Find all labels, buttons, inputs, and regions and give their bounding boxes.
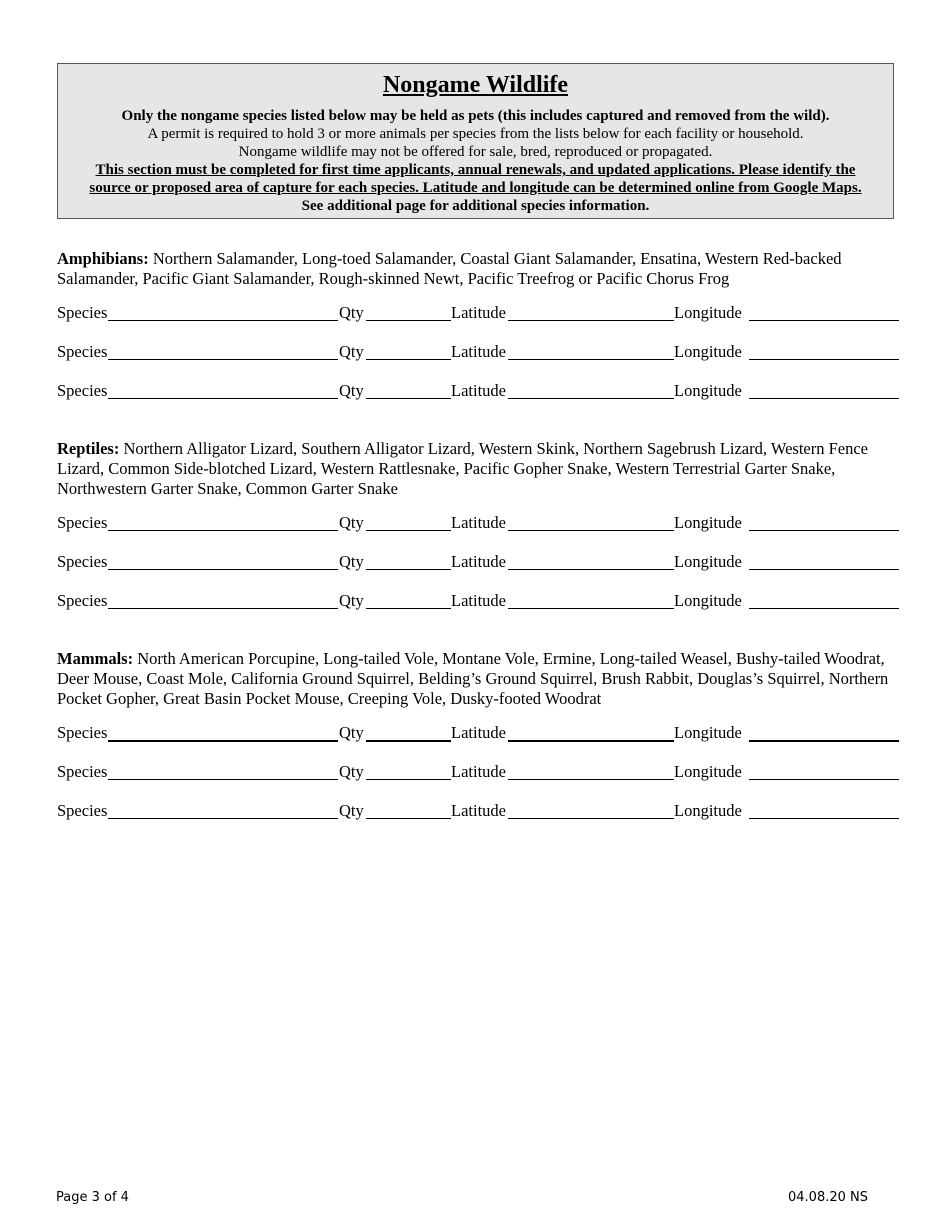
pet-rule-text: Only the nongame species listed below may be held as pets (this includes captured and removed from the wild). [121, 108, 830, 124]
qty-field[interactable] [366, 608, 451, 609]
longitude-field[interactable] [749, 740, 899, 742]
species-field[interactable] [108, 740, 338, 742]
longitude-field[interactable] [749, 530, 899, 531]
longitude-field[interactable] [749, 608, 899, 609]
longitude-label: Longitude [674, 513, 742, 532]
species-field[interactable] [108, 608, 338, 609]
qty-field[interactable] [366, 569, 451, 570]
qty-field[interactable] [366, 740, 451, 742]
latitude-label: Latitude [451, 801, 506, 820]
longitude-field[interactable] [749, 320, 899, 321]
species-list: Northern Alligator Lizard, Southern Alligator Lizard, Western Skink, Northern Sagebrush Lizard, Western Fence Lizard, Common Side-blotched Lizard, Western Rattlesnake, Pacific Gopher Snake, Western Terrestrial Garter Snake, Northwestern Garter Snake, Common Garter Snake [57, 439, 868, 498]
longitude-field[interactable] [749, 359, 899, 360]
latitude-label: Latitude [451, 591, 506, 610]
category-label: Amphibians: [57, 249, 149, 268]
latitude-field[interactable] [508, 740, 674, 742]
amphibians-section [57, 249, 900, 400]
longitude-field[interactable] [749, 398, 899, 399]
longitude-label: Longitude [674, 303, 742, 322]
qty-field[interactable] [366, 320, 451, 321]
additional-info-note: See additional page for additional species information. [301, 198, 650, 214]
species-field[interactable] [108, 320, 338, 321]
species-field[interactable] [108, 818, 338, 819]
latitude-field[interactable] [508, 569, 674, 570]
reptiles-section [57, 439, 900, 610]
species-label: Species [57, 723, 108, 742]
qty-label: Qty [339, 303, 364, 322]
latitude-label: Latitude [451, 513, 506, 532]
mammals-section [57, 649, 900, 820]
species-field[interactable] [108, 530, 338, 531]
qty-label: Qty [339, 381, 364, 400]
sale-rule-text: Nongame wildlife may not be offered for sale, bred, reproduced or propagated. [238, 144, 713, 160]
category-label: Reptiles: [57, 439, 120, 458]
longitude-label: Longitude [674, 762, 742, 781]
latitude-field[interactable] [508, 320, 674, 321]
longitude-field[interactable] [749, 779, 899, 780]
qty-label: Qty [339, 801, 364, 820]
qty-field[interactable] [366, 530, 451, 531]
species-field[interactable] [108, 359, 338, 360]
category-label: Mammals: [57, 649, 134, 668]
qty-label: Qty [339, 552, 364, 571]
qty-label: Qty [339, 342, 364, 361]
species-label: Species [57, 303, 108, 322]
page-title: Nongame Wildlife [382, 72, 569, 98]
qty-field[interactable] [366, 818, 451, 819]
species-label: Species [57, 381, 108, 400]
qty-label: Qty [339, 723, 364, 742]
page-number: Page 3 of 4 [56, 1190, 129, 1205]
entry-row [57, 552, 900, 572]
qty-label: Qty [339, 513, 364, 532]
entry-row [57, 381, 900, 401]
species-list: North American Porcupine, Long-tailed Vole, Montane Vole, Ermine, Long-tailed Weasel, Bushy-tailed Woodrat, Deer Mouse, Coast Mole, California Ground Squirrel, Belding’s Ground Squirrel, Brush Rabbit, Douglas’s Squirrel, Northern Pocket Gopher, Great Basin Pocket Mouse, Creeping Vole, Dusky-footed Woodrat [57, 649, 889, 708]
longitude-label: Longitude [674, 591, 742, 610]
latitude-label: Latitude [451, 381, 506, 400]
mammals-intro [57, 649, 900, 709]
longitude-label: Longitude [674, 552, 742, 571]
entry-row [57, 342, 900, 362]
latitude-field[interactable] [508, 530, 674, 531]
species-list: Northern Salamander, Long-toed Salamander, Coastal Giant Salamander, Ensatina, Western Red-backed Salamander, Pacific Giant Salamander, Rough-skinned Newt, Pacific Treefrog or Pacific Chorus Frog [57, 249, 842, 288]
reptiles-intro [57, 439, 900, 499]
document-code: 04.08.20 NS [788, 1190, 868, 1205]
longitude-label: Longitude [674, 723, 742, 742]
completion-instructions: This section must be completed for first time applicants, annual renewals, and updated applications. Please identify the source or proposed area of capture for each species. Latitude and longitude can be determined online from Google Maps. [89, 162, 862, 196]
longitude-field[interactable] [749, 569, 899, 570]
species-label: Species [57, 342, 108, 361]
species-label: Species [57, 762, 108, 781]
qty-field[interactable] [366, 398, 451, 399]
species-label: Species [57, 591, 108, 610]
species-field[interactable] [108, 779, 338, 780]
qty-field[interactable] [366, 779, 451, 780]
entry-row [57, 513, 900, 533]
species-label: Species [57, 552, 108, 571]
latitude-label: Latitude [451, 552, 506, 571]
permit-rule-text: A permit is required to hold 3 or more animals per species from the lists below for each facility or household. [147, 126, 804, 142]
latitude-label: Latitude [451, 723, 506, 742]
instructions-box [57, 63, 894, 219]
entry-row [57, 801, 900, 821]
species-field[interactable] [108, 398, 338, 399]
qty-label: Qty [339, 762, 364, 781]
entry-row [57, 723, 900, 743]
longitude-label: Longitude [674, 342, 742, 361]
longitude-label: Longitude [674, 381, 742, 400]
amphibians-intro [57, 249, 900, 289]
entry-row [57, 762, 900, 782]
qty-field[interactable] [366, 359, 451, 360]
species-label: Species [57, 801, 108, 820]
entry-row [57, 591, 900, 611]
latitude-field[interactable] [508, 359, 674, 360]
longitude-label: Longitude [674, 801, 742, 820]
species-label: Species [57, 513, 108, 532]
qty-label: Qty [339, 591, 364, 610]
longitude-field[interactable] [749, 818, 899, 819]
latitude-field[interactable] [508, 818, 674, 819]
latitude-label: Latitude [451, 762, 506, 781]
latitude-field[interactable] [508, 779, 674, 780]
species-field[interactable] [108, 569, 338, 570]
latitude-label: Latitude [451, 303, 506, 322]
entry-row [57, 303, 900, 323]
latitude-field[interactable] [508, 398, 674, 399]
latitude-label: Latitude [451, 342, 506, 361]
latitude-field[interactable] [508, 608, 674, 609]
